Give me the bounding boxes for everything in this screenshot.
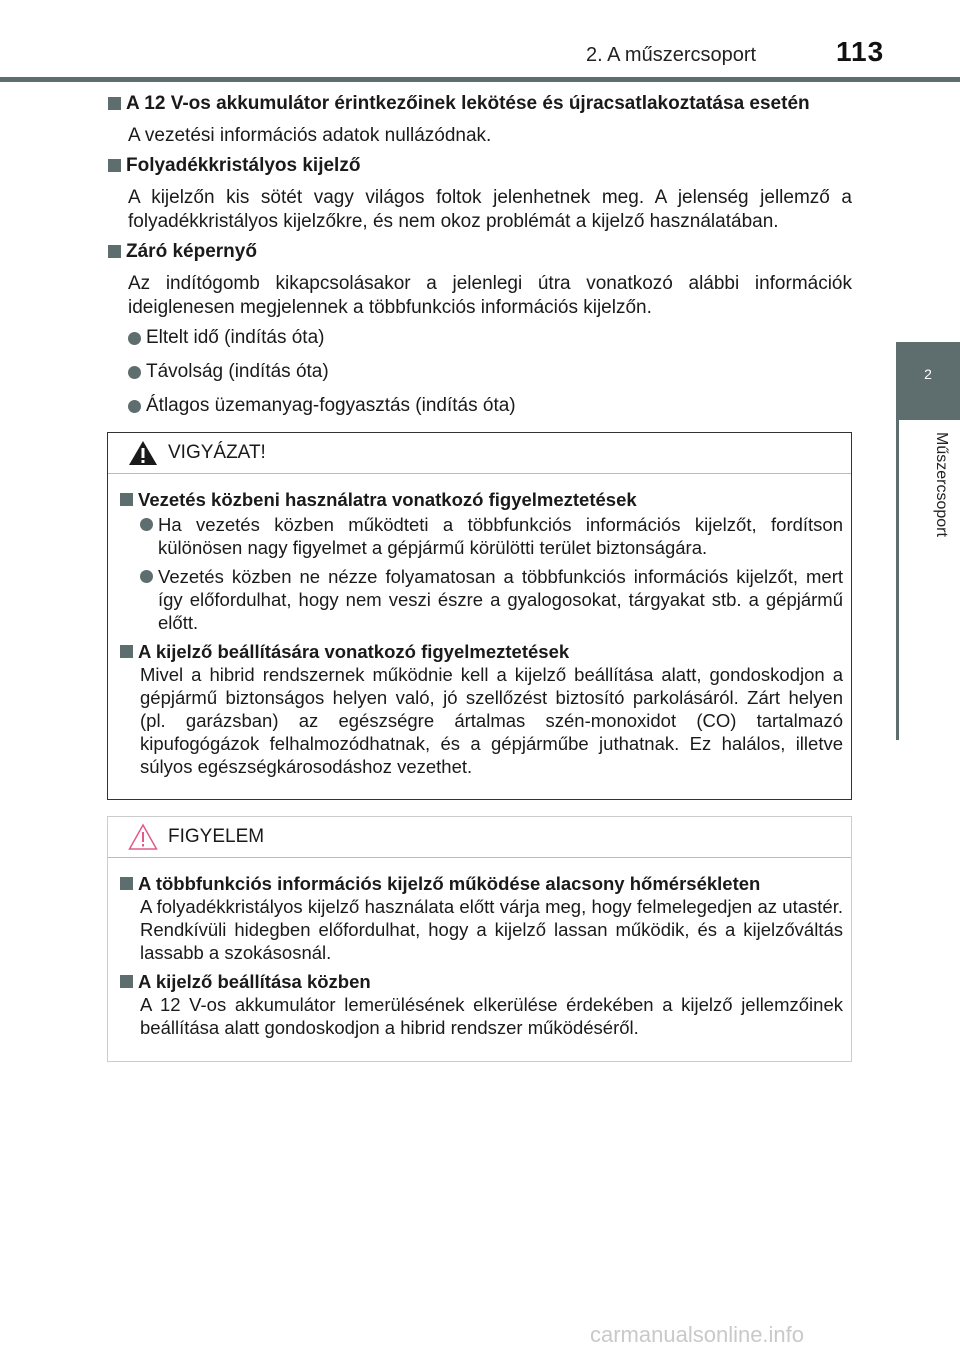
round-bullet-icon — [128, 332, 141, 345]
section-heading: Záró képernyő — [126, 241, 257, 262]
side-divider — [896, 420, 899, 740]
header-divider — [0, 77, 960, 82]
notice-item-heading: A kijelző beállítása közben — [138, 971, 371, 992]
square-bullet-icon — [120, 493, 133, 506]
round-bullet-icon — [128, 400, 141, 413]
warning-item-heading: Vezetés közbeni használatra vonatkozó figyelmeztetések — [138, 489, 637, 510]
notice-header — [108, 817, 851, 858]
notice-title: FIGYELEM — [168, 826, 265, 847]
square-bullet-icon — [120, 877, 133, 890]
square-bullet-icon — [120, 645, 133, 658]
warning-title: VIGYÁZAT! — [168, 442, 266, 463]
square-bullet-icon — [108, 159, 121, 172]
warning-triangle-icon — [128, 440, 158, 466]
square-bullet-icon — [120, 975, 133, 988]
list-item: Távolság (indítás óta) — [128, 360, 852, 384]
section-lcd — [108, 154, 852, 234]
round-bullet-icon — [128, 366, 141, 379]
list-item: Ha vezetés közben működteti a többfunkciós információs kijelzőt, fordítson különösen nagy figyelmet a gépjármű körülötti terület biztonságára. — [140, 513, 843, 559]
square-bullet-icon — [108, 245, 121, 258]
notice-item-text: A 12 V-os akkumulátor lemerülésének elkerülése érdekében a kijelző jellemzőinek beállítása alatt gondoskodjon a hibrid rendszer működéséről. — [140, 994, 843, 1038]
main-content — [108, 90, 852, 428]
chapter-title: 2. A műszercsoport — [586, 44, 757, 66]
round-bullet-icon — [140, 570, 153, 583]
list-item: Átlagos üzemanyag-fogyasztás (indítás óta) — [128, 394, 852, 418]
square-bullet-icon — [108, 97, 121, 110]
section-text: A kijelzőn kis sötét vagy világos foltok jelenhetnek meg. A jelenség jellemző a folyadékkristályos kijelzőkre, és nem okoz problémát a kijelző használatában. — [128, 187, 852, 232]
notice-item-text: A folyadékkristályos kijelző használata előtt várja meg, hogy felmelegedjen az utastér. Rendkívüli hidegben előfordulhat, hogy a kijelző lassan működik, és a kijelzőváltás lassabb a szokásosnál. — [140, 896, 843, 963]
notice-item-heading: A többfunkciós információs kijelző működése alacsony hőmérsékleten — [138, 873, 761, 894]
warning-box — [107, 432, 852, 800]
list-item: Eltelt idő (indítás óta) — [128, 326, 852, 350]
warning-item-text: Mivel a hibrid rendszernek működnie kell a kijelző beállítása alatt, gondoskodjon a gépjármű biztonságos helyen való, jó szellőzést biztosító parkolásáról. Zárt helyen (pl. garázsban) az egészségre ártalmas szén-monoxidot (CO) tartalmazó kipufogógázok felhalmozódhatnak, és a gépjárműbe juthatnak. Ez halálos, illetve súlyos egészségkárosodáshoz vezethet. — [140, 664, 843, 777]
notice-box — [107, 816, 852, 1062]
section-heading: Folyadékkristályos kijelző — [126, 155, 361, 176]
warning-item-heading: A kijelző beállítására vonatkozó figyelmeztetések — [138, 641, 570, 662]
warning-header — [108, 433, 851, 474]
section-heading: A 12 V-os akkumulátor érintkezőinek lekötése és újracsatlakoztatása esetén — [126, 93, 810, 114]
caution-outline-triangle-icon — [128, 823, 158, 851]
section-battery — [108, 92, 852, 148]
page-number: 113 — [836, 36, 885, 67]
round-bullet-icon — [140, 518, 153, 531]
watermark: carmanualsonline.info — [590, 1322, 805, 1347]
list-item: Vezetés közben ne nézze folyamatosan a többfunkciós információs kijelzőt, mert így előfordulhat, hogy nem veszi észre a gyalogosokat, tárgyakat stb. a gépjármű előtt. — [140, 565, 843, 634]
chapter-tab-label: Műszercsoport — [933, 432, 950, 537]
section-text: A vezetési információs adatok nullázódnak. — [128, 125, 492, 146]
section-closing-screen — [108, 240, 852, 418]
section-text: Az indítógomb kikapcsolásakor a jelenlegi útra vonatkozó alábbi információk ideiglenesen megjelennek a többfunkciós információs kijelzőn. — [128, 273, 852, 318]
chapter-tab: 2 — [896, 342, 960, 420]
